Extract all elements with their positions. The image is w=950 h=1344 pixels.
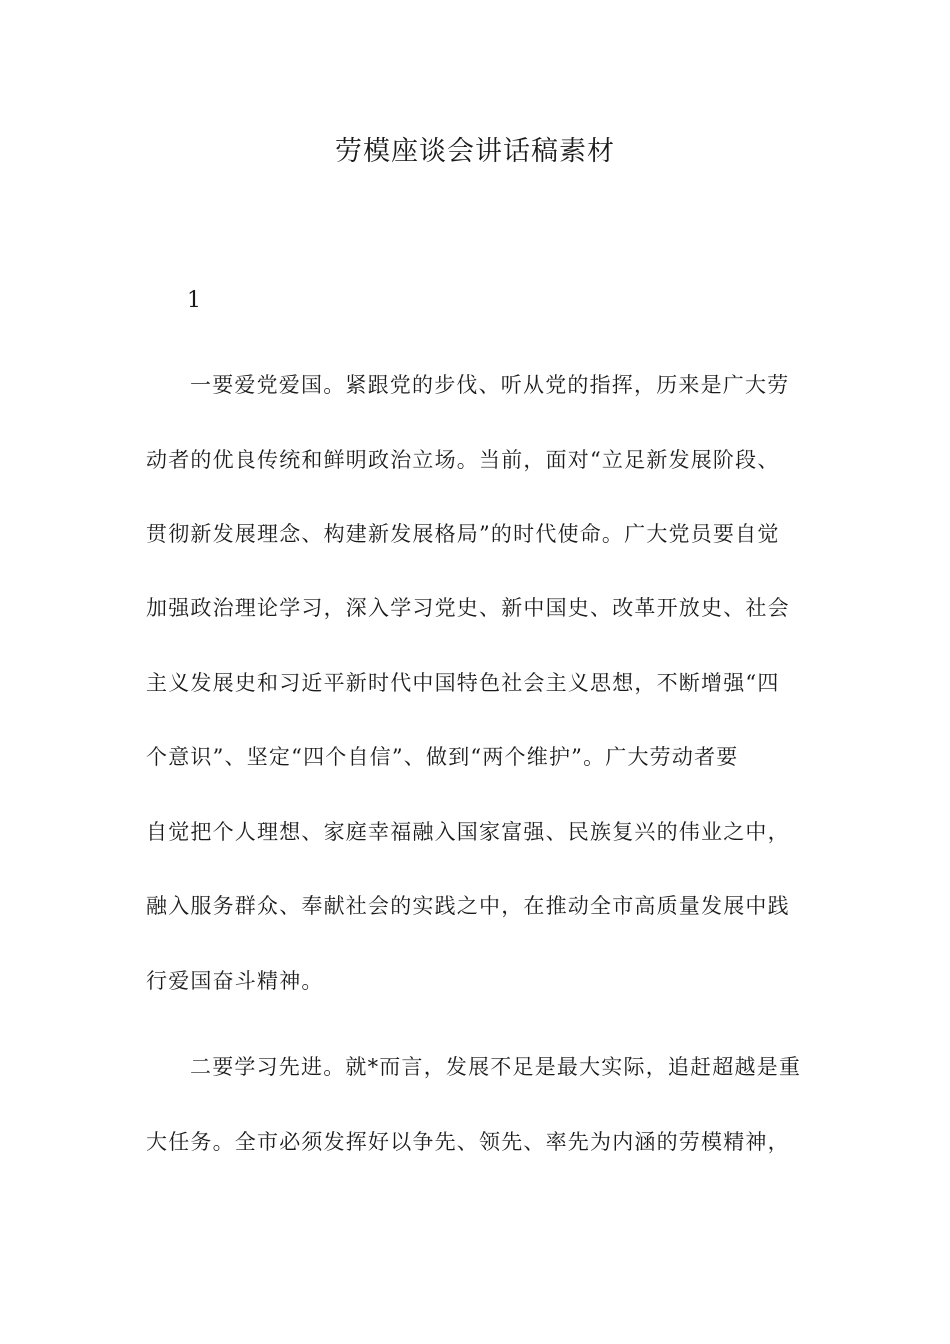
section-number: 1 <box>187 288 201 313</box>
paragraph-1-line-1: 一要爱党爱国。紧跟党的步伐、听从党的指挥，历来是广大劳 <box>190 373 790 397</box>
paragraph-2-line-1: 二要学习先进。就*而言，发展不足是最大实际，追赶超越是重 <box>190 1055 802 1079</box>
paragraph-1-line-9: 行爱国奋斗精神。 <box>146 969 324 993</box>
document-title: 劳模座谈会讲话稿素材 <box>335 136 615 167</box>
paragraph-2-line-2: 大任务。全市必须发挥好以争先、领先、率先为内涵的劳模精神， <box>146 1130 790 1154</box>
paragraph-1-line-5: 主义发展史和习近平新时代中国特色社会主义思想，不断增强“四 <box>146 671 780 695</box>
paragraph-1-line-8: 融入服务群众、奉献社会的实践之中，在推动全市高质量发展中践 <box>146 894 790 918</box>
paragraph-1-line-2: 动者的优良传统和鲜明政治立场。当前，面对“立足新发展阶段、 <box>146 448 780 472</box>
paragraph-1-line-4: 加强政治理论学习，深入学习党史、新中国史、改革开放史、社会 <box>146 596 790 620</box>
paragraph-1-line-3: 贯彻新发展理念、构建新发展格局”的时代使命。广大党员要自觉 <box>146 522 780 546</box>
paragraph-1-line-6: 个意识”、坚定“四个自信”、做到“两个维护”。广大劳动者要 <box>146 745 739 769</box>
paragraph-1-line-7: 自觉把个人理想、家庭幸福融入国家富强、民族复兴的伟业之中， <box>146 820 790 844</box>
